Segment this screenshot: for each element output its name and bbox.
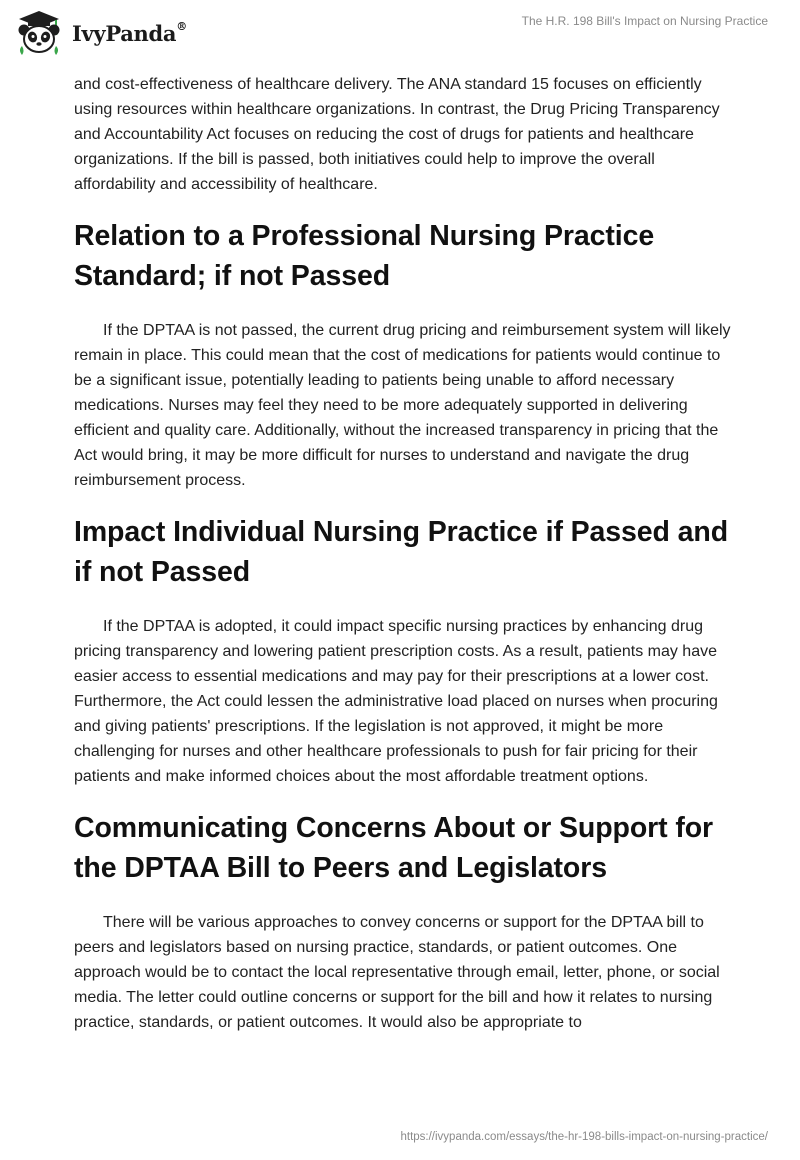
essay-content [74, 72, 734, 1035]
document-title: The H.R. 198 Bill's Impact on Nursing Practice [521, 14, 768, 28]
section-paragraph-impact: If the DPTAA is adopted, it could impact specific nursing practices by enhancing drug pricing transparency and lowering patient prescription costs. As a result, patients may have easier access to essential medications and may pay for their prescriptions at a lower cost. Furthermore, the Act could lessen the administrative load placed on nurses when procuring and giving patients' prescriptions. If the legislation is not approved, it might be more challenging for nurses and other healthcare professionals to push for fair pricing for their patients and make informed choices about the most affordable treatment options. [74, 618, 718, 785]
source-url[interactable]: https://ivypanda.com/essays/the-hr-198-bills-impact-on-nursing-practice/ [400, 1131, 768, 1143]
brand-name: IvyPanda® [72, 19, 187, 46]
section-paragraph-not-passed: If the DPTAA is not passed, the current drug pricing and reimbursement system will likely remain in place. This could mean that the cost of medications for patients would continue to be a significant issue, potentially leading to patients being unable to afford necessary medications. Nurses may feel they need to be more adequately supported in delivering efficient and quality care. Additionally, without the increased transparency in pricing that the Act would bring, it may be more difficult for nurses to understand and navigate the drug reimbursement process. [74, 322, 731, 489]
section-heading-communicating: Communicating Concerns About or Support for the DPTAA Bill to Peers and Legislators [74, 812, 714, 884]
section-heading-impact: Impact Individual Nursing Practice if Passed and if not Passed [74, 516, 729, 588]
section-heading-not-passed: Relation to a Professional Nursing Practice Standard; if not Passed [74, 220, 655, 292]
intro-paragraph: and cost-effectiveness of healthcare delivery. The ANA standard 15 focuses on efficiently using resources within healthcare organizations. In contrast, the Drug Pricing Transparency and Accountability Act focuses on reducing the cost of drugs for patients and healthcare organizations. If the bill is passed, both initiatives could help to improve the overall affordability and accessibility of healthcare. [74, 76, 720, 193]
registered-mark: ® [176, 19, 187, 33]
panda-graduation-cap-icon [14, 8, 64, 58]
page-header [0, 0, 800, 70]
brand-logo[interactable] [14, 8, 187, 58]
section-paragraph-communicating: There will be various approaches to convey concerns or support for the DPTAA bill to peers and legislators based on nursing practice, standards, or patient outcomes. One approach would be to contact the local representative through email, letter, phone, or social media. The letter could outline concerns or support for the bill and how it relates to nursing practice, standards, or patient outcomes. It would also be appropriate to [74, 914, 720, 1031]
